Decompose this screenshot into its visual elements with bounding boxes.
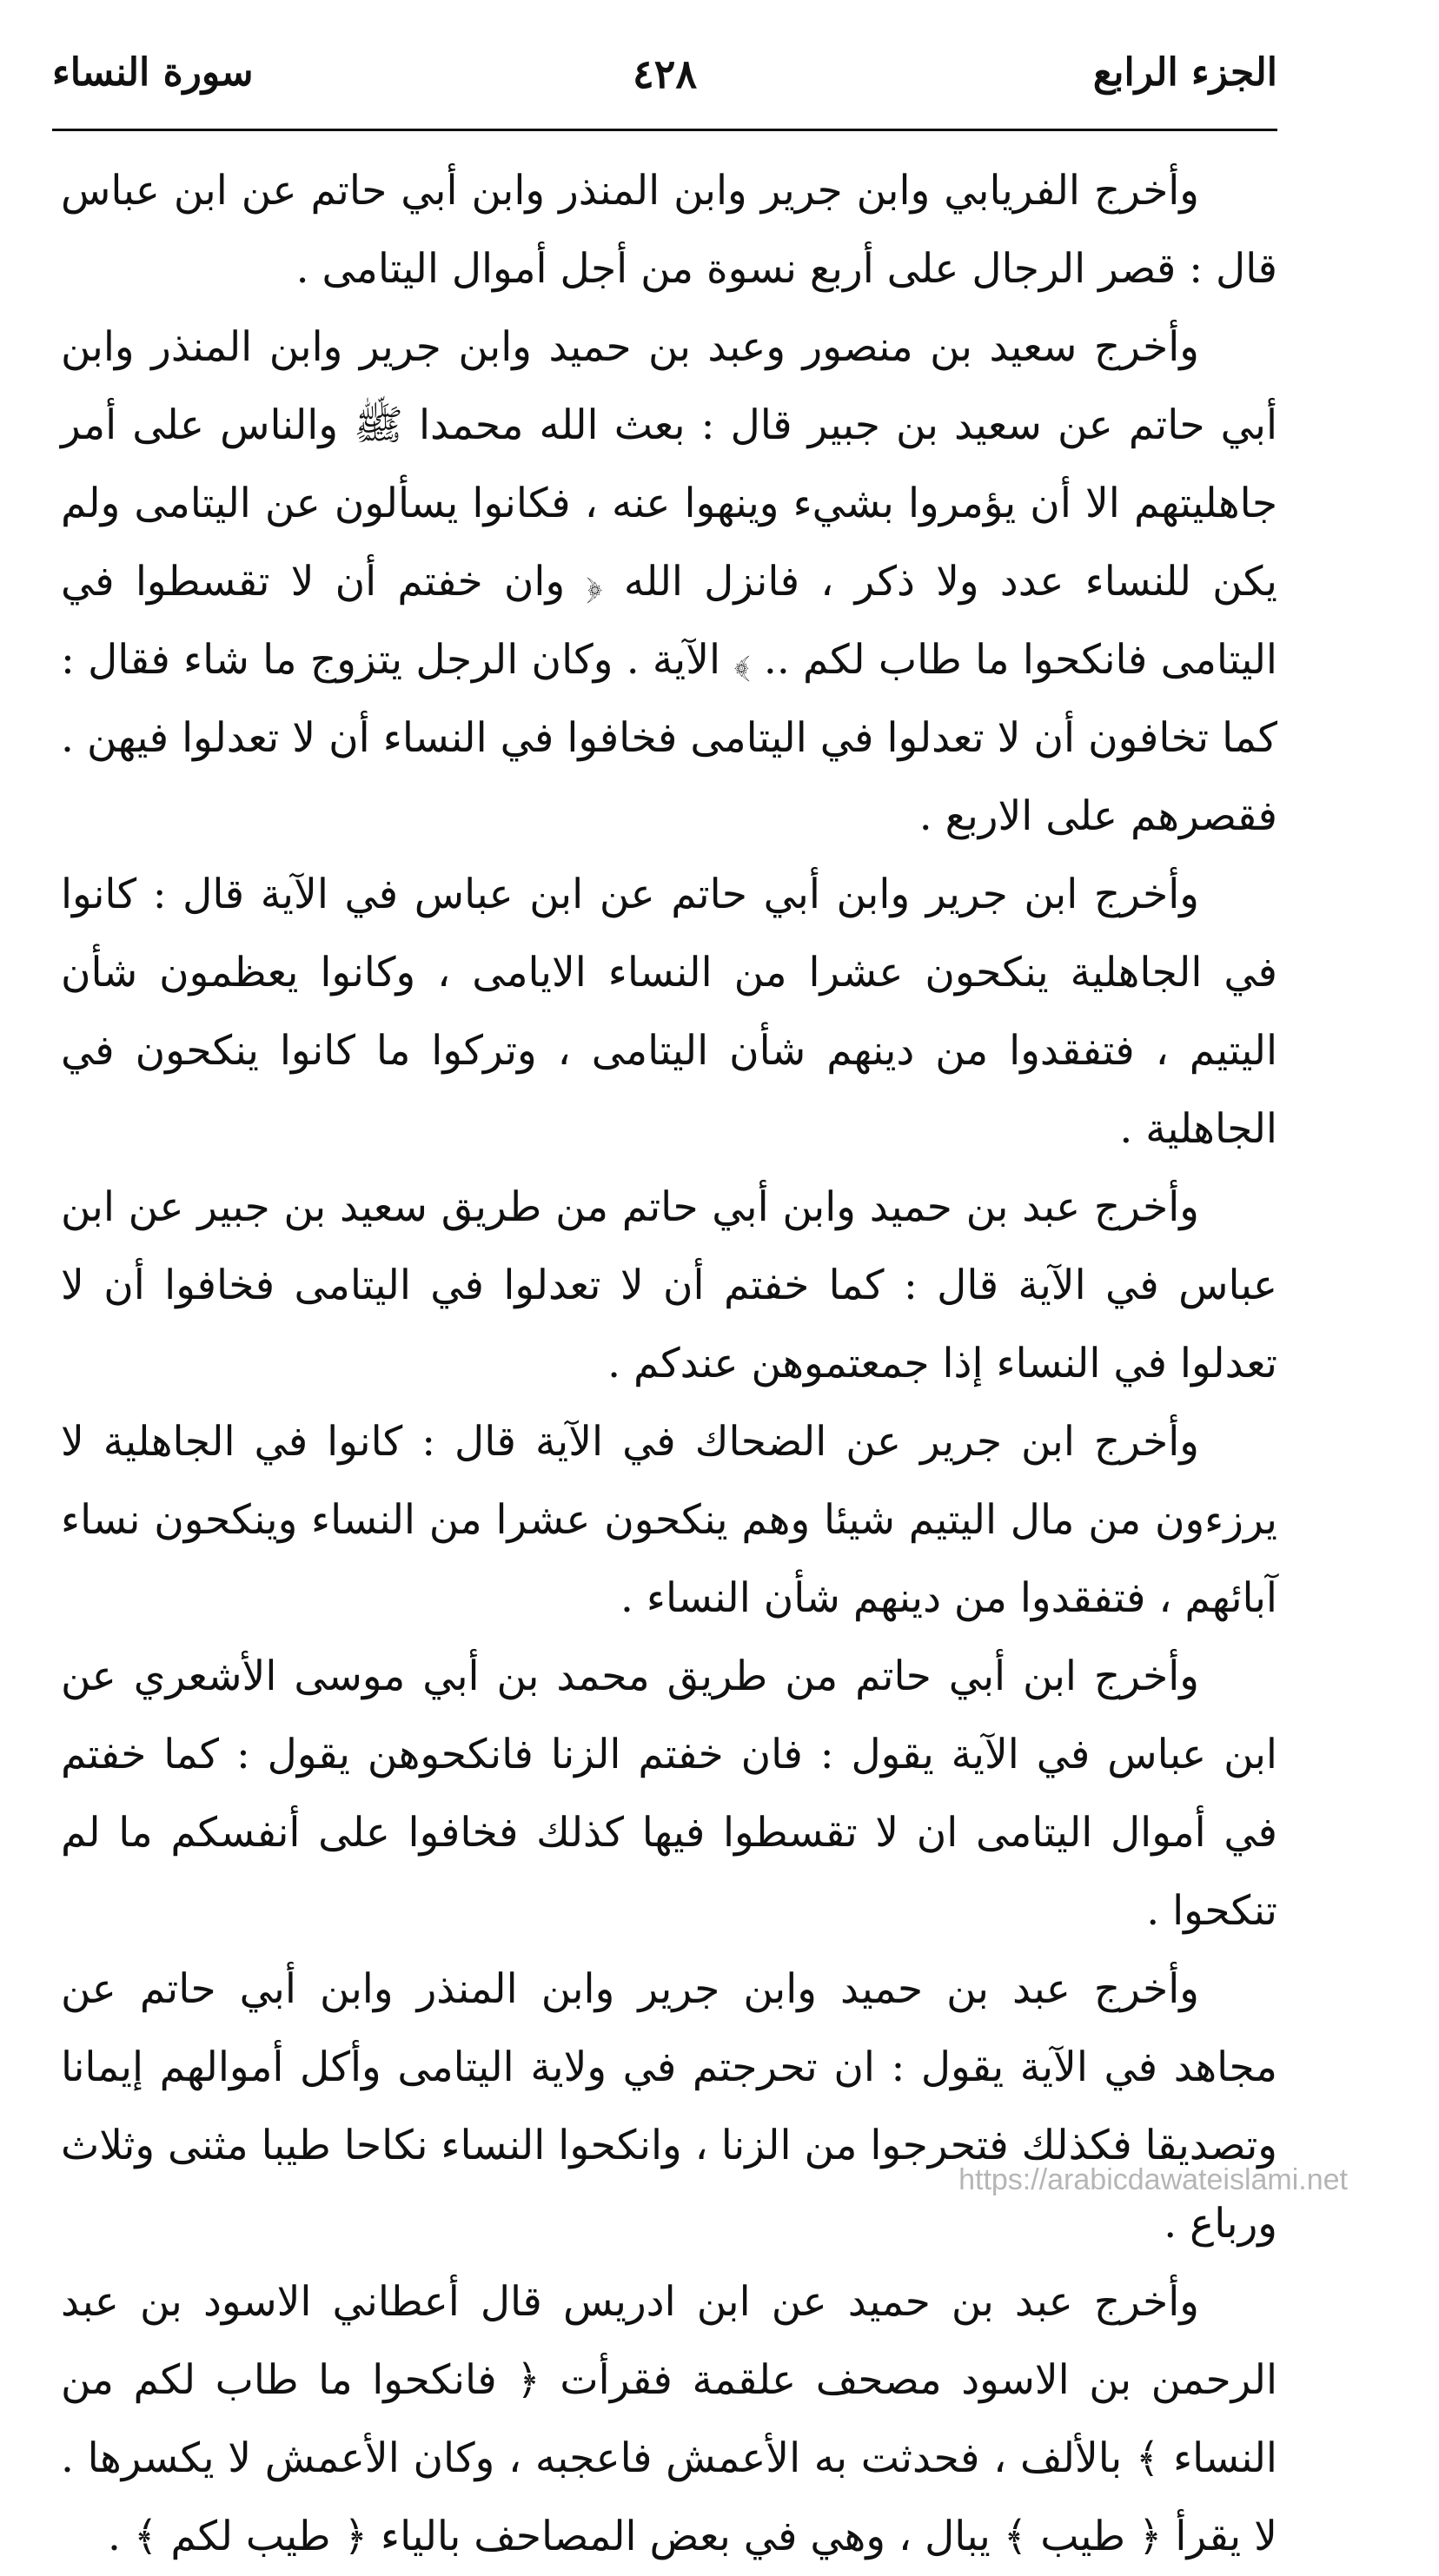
- paragraph: وأخرج سعيد بن منصور وعبد بن حميد وابن جرير وابن المنذر وابن أبي حاتم عن سعيد بن جبير قال : بعث الله محمدا ﷺ والناس على أمر جاهليتهم الا أن يؤمروا بشيء وينهوا عنه ، فكانوا يسألون عن اليتامى ولم يكن للنساء عدد ولا ذكر ، فانزل الله ﴿ وان خفتم أن لا تقسطوا في اليتامى فانكحوا ما طاب لكم .. ﴾ الآية . وكان الرجل يتزوج ما شاء فقال : كما تخافون أن لا تعدلوا في اليتامى فخافوا في النساء أن لا تعدلوا فيهن . فقصرهم على الاربع .: [61, 323, 1277, 840]
- page-number: ٤٢٨: [632, 50, 698, 97]
- paragraph: وأخرج ابن جرير وابن أبي حاتم عن ابن عباس في الآية قال : كانوا في الجاهلية ينكحون عشرا من النساء الايامى ، وكانوا يعظمون شأن اليتيم ، فتفقدوا من دينهم شأن اليتامى ، وتركوا ما كانوا ينكحون في الجاهلية .: [61, 871, 1277, 1153]
- paragraph: وأخرج عبد بن حميد وابن أبي حاتم من طريق سعيد بن جبير عن ابن عباس في الآية قال : كما خفتم أن لا تعدلوا في اليتامى فخافوا أن لا تعدلوا في النساء إذا جمعتموهن عندكم .: [61, 1183, 1277, 1387]
- paragraph: وأخرج الفريابي وابن جرير وابن المنذر وابن أبي حاتم عن ابن عباس قال : قصر الرجال على أربع نسوة من أجل أموال اليتامى .: [61, 167, 1277, 293]
- watermark-link[interactable]: https://arabicdawateislami.net: [958, 2163, 1348, 2196]
- page-header: [52, 43, 1277, 122]
- paragraph: وأخرج ابن جرير عن الضحاك في الآية قال : كانوا في الجاهلية لا يرزءون من مال اليتيم شيئا وهم ينكحون عشرا من النساء وينكحون نساء آبائهم ، فتفقدوا من دينهم شأن النساء .: [61, 1418, 1277, 1622]
- surah-title: سورة النساء: [52, 50, 254, 95]
- header-divider: [52, 129, 1277, 131]
- paragraph: وأخرج ابن أبي حاتم من طريق محمد بن أبي موسى الأشعري عن ابن عباس في الآية يقول : فان خفتم الزنا فانكحوهن يقول : كما خفتم في أموال اليتامى ان لا تقسطوا فيها كذلك فخافوا على أنفسكم ما لم تنكحوا .: [61, 1652, 1277, 1935]
- paragraph: وأخرج عبد بن حميد عن ابن ادريس قال أعطاني الاسود بن عبد الرحمن بن الاسود مصحف علقمة فقرأت ﴿ فانكحوا ما طاب لكم من النساء ﴾ بالألف ، فحدثت به الأعمش فاعجبه ، وكان الأعمش لا يكسرها . لا يقرأ ﴿ طيب ﴾ يبال ، وهي في بعض المصاحف بالياء ﴿ طيب لكم ﴾ .: [61, 2278, 1277, 2560]
- paragraph: وأخرج عبد بن حميد وابن جرير وابن المنذر وابن أبي حاتم عن مجاهد في الآية يقول : ان تحرجتم في ولاية اليتامى وأكل أموالهم إيمانا وتصديقا فكذلك فتحرجوا من الزنا ، وانكحوا النساء نكاحا طيبا مثنى وثلاث ورباع .: [61, 1965, 1277, 2248]
- part-title: الجزء الرابع: [1092, 50, 1277, 95]
